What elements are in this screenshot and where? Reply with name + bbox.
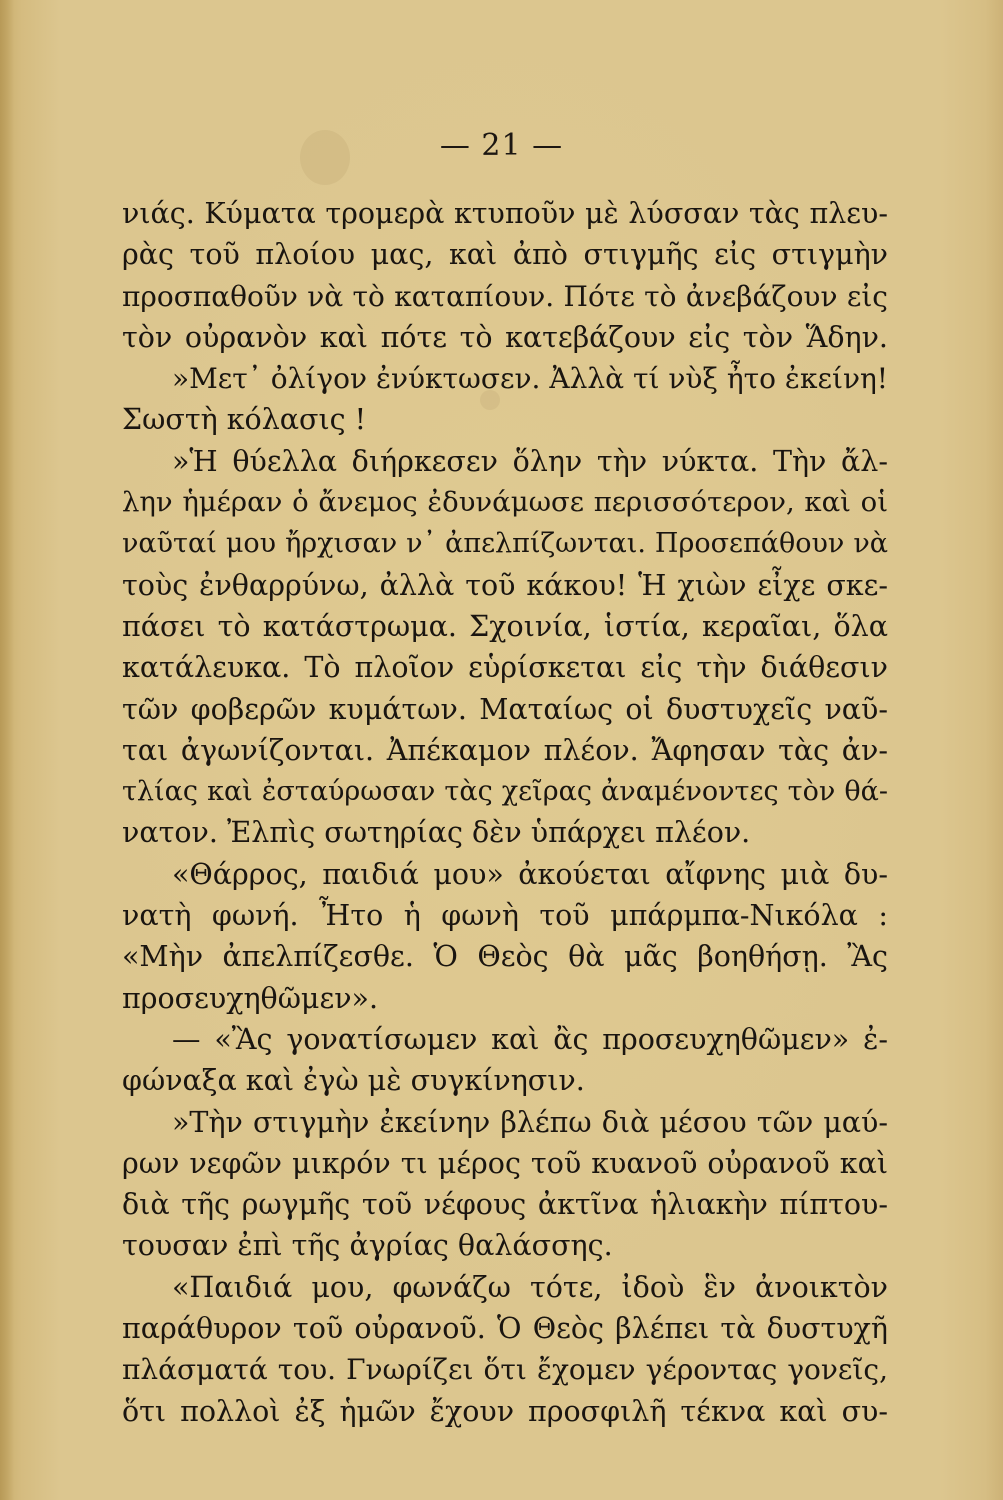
text-line: ναῦταί μου ἤρχισαν ν᾿ ἀπελπίζωνται. Προσεπάθουν νὰ [122, 528, 888, 560]
text-line: τλίας καὶ ἐσταύρωσαν τὰς χεῖρας ἀναμένοντες τὸν θά- [122, 776, 888, 808]
text-line: ρων νεφῶν μικρόν τι μέρος τοῦ κυανοῦ οὐρανοῦ καὶ [122, 1146, 888, 1180]
text-line: νιάς. Κύματα τρομερὰ κτυποῦν μὲ λύσσαν τὰς πλευ- [122, 197, 888, 230]
text-line: τουσαν ἐπὶ τῆς ἀγρίας θαλάσσης. [122, 1229, 613, 1263]
text-line: ρὰς τοῦ πλοίου μας, καὶ ἀπὸ στιγμῆς εἰς στιγμὴν [122, 238, 888, 272]
text-line: προσευχηθῶμεν». [122, 981, 379, 1015]
text-line: τὸν οὐρανὸν καὶ πότε τὸ κατεβάζουν εἰς τὸν Ἅδην. [122, 320, 888, 354]
text-line: ὅτι πολλοὶ ἐξ ἡμῶν ἔχουν προσφιλῆ τέκνα καὶ συ- [122, 1394, 888, 1428]
text-line: »Ἡ θύελλα διήρκεσεν ὅλην τὴν νύκτα. Τὴν ἄλ- [172, 444, 888, 478]
text-line: λην ἡμέραν ὁ ἄνεμος ἐδυνάμωσε περισσότερον, καὶ οἱ [122, 486, 888, 519]
text-line: κατάλευκα. Τὸ πλοῖον εὑρίσκεται εἰς τὴν διάθεσιν [122, 651, 888, 685]
text-line: τοὺς ἐνθαρρύνω, ἀλλὰ τοῦ κάκου! Ἡ χιὼν εἶχε σκε- [122, 568, 888, 602]
text-line: «Παιδιά μου, φωνάζω τότε, ἰδοὺ ἓν ἀνοικτὸν [172, 1270, 888, 1304]
text-line: Σωστὴ κόλασις ! [122, 403, 367, 437]
text-line: φώναξα καὶ ἐγὼ μὲ συγκίνησιν. [122, 1064, 585, 1098]
text-line: «Θάρρος, παιδιά μου» ἀκούεται αἴφνης μιὰ δυ- [172, 857, 888, 891]
text-line: προσπαθοῦν νὰ τὸ καταπίουν. Πότε τὸ ἀνεβάζουν εἰς [122, 279, 888, 313]
text-line: τῶν φοβερῶν κυμάτων. Ματαίως οἱ δυστυχεῖς ναῦ- [122, 692, 888, 726]
page-number: — 21 — [439, 128, 564, 163]
text-line: νατὴ φωνή. Ἦτο ἡ φωνὴ τοῦ μπάρμπα-Νικόλα : [122, 899, 888, 933]
body-text [122, 193, 888, 1432]
text-line: »Μετ᾿ ὀλίγον ἐνύκτωσεν. Ἀλλὰ τί νὺξ ἦτο ἐκείνη! [172, 362, 888, 396]
text-line: πλάσματά του. Γνωρίζει ὅτι ἔχομεν γέροντας γονεῖς, [122, 1353, 888, 1387]
page-binding-shadow [0, 0, 14, 1500]
text-line: διὰ τῆς ρωγμῆς τοῦ νέφους ἀκτῖνα ἡλιακὴν πίπτου- [122, 1188, 888, 1222]
text-line: πάσει τὸ κατάστρωμα. Σχοινία, ἱστία, κεραῖαι, ὅλα [122, 609, 888, 643]
text-line: παράθυρον τοῦ οὐρανοῦ. Ὁ Θεὸς βλέπει τὰ δυστυχῆ [122, 1312, 888, 1346]
text-line: νατον. Ἐλπὶς σωτηρίας δὲν ὑπάρχει πλέον. [122, 816, 751, 850]
text-line: — «Ἂς γονατίσωμεν καὶ ἂς προσευχηθῶμεν» ἐ- [172, 1022, 888, 1056]
text-line: ται ἀγωνίζονται. Ἀπέκαμον πλέον. Ἄφησαν τὰς ἀν- [122, 733, 888, 767]
text-line: »Τὴν στιγμὴν ἐκείνην βλέπω διὰ μέσου τῶν μαύ- [172, 1105, 888, 1139]
text-line: «Μὴν ἀπελπίζεσθε. Ὁ Θεὸς θὰ μᾶς βοηθήσῃ. Ἂς [122, 940, 888, 974]
